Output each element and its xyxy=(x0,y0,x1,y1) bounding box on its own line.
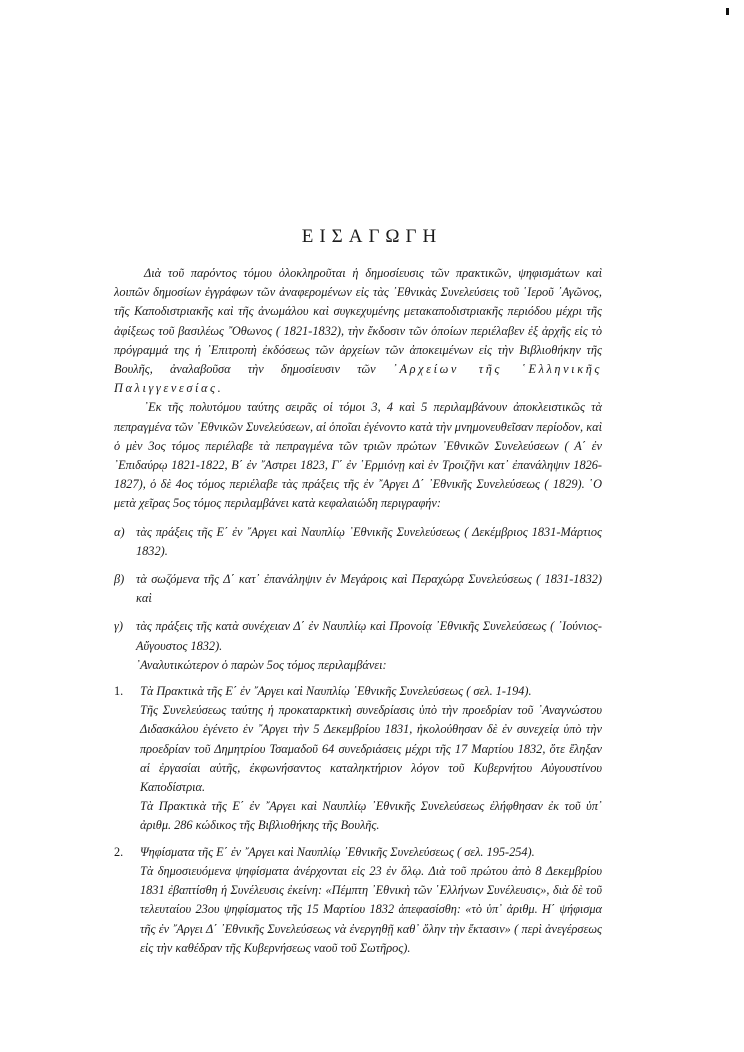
scan-mark xyxy=(726,8,729,15)
page-title: ΕΙΣΑΓΩΓΗ xyxy=(301,226,443,247)
numbered-body: Τῆς Συνελεύσεως ταύτης ἡ προκαταρκτικὴ συνεδρίασις ὑπὸ τὴν προεδρίαν τοῦ ᾿Αναγνώστου Διδασκάλου ἐγένετο ἐν ῎Αργει τὴν 5 Δεκεμβρίου 1831, ἠκολούθησαν δὲ ἐν συνεχείᾳ ὑπὸ τὴν προεδρίαν τοῦ Δημητρίου Τσαμαδοῦ 64 συνεδριάσεις μέχρι τῆς 17 Μαρτίου 1832, ὅτε ἔληξαν αἱ ἐργασίαι αὐτῆς, ἐκφωνήσαντος καταληκτήριον λόγον τοῦ Κυβερνήτου Αὐγουστίνου Καποδίστρια. xyxy=(140,703,602,795)
intro-paragraph-1 xyxy=(114,264,602,398)
numbered-heading: Τὰ Πρακτικὰ τῆς Ε΄ ἐν ῎Αργει καὶ Ναυπλίῳ ᾿Εθνικῆς Συνελεύσεως ( σελ. 1-194). xyxy=(140,684,532,699)
list-text: τὰς πράξεις τῆς Ε΄ ἐν ῎Αργει καὶ Ναυπλίῳ ᾿Εθνικῆς Συνελεύσεως ( Δεκέμβριος 1831-Μάρτιος 1832). xyxy=(136,524,602,558)
list-item-beta xyxy=(114,570,602,608)
numbered-body: Τὰ δημοσιευόμενα ψηφίσματα ἀνέρχονται εἰς 23 ἐν ὅλῳ. Διὰ τοῦ πρώτου ἀπὸ 8 Δεκεμβρίου 1831 ἐβαπτίσθη ἡ Συνέλευσις ἐκείνη: «Πέμπτη ᾿Εθνικὴ τῶν ῾Ελλήνων Συνέλευσις», διὰ δὲ τοῦ τελευταίου 23ου ψηφίσματος τῆς 15 Μαρτίου 1832 ἀπεφασίσθη: «τὸ ὑπ᾿ ἀριθμ. Η΄ ψήφισμα τῆς ἐν ῎Αργει Δ΄ ᾿Εθνικῆς Συνελεύσεως νὰ ἐνεργηθῇ καθ᾿ ὅλην τὴν ἔκτασιν» ( περὶ ἀνεγέρσεως εἰς τὴν καθέδραν τῆς Κυβερνήσεως ναοῦ τοῦ Σωτῆρος). xyxy=(140,863,602,955)
list-text: τὰς πράξεις τῆς κατὰ συνέχειαν Δ΄ ἐν Ναυπλίῳ καὶ Προνοίᾳ ᾿Εθνικῆς Συνελεύσεως ( ᾿Ιούνιος-Αὔγουστος 1832). xyxy=(136,619,602,653)
numbered-note: Τὰ Πρακτικὰ τῆς Ε΄ ἐν ῎Αργει καὶ Ναυπλίῳ ᾿Εθνικῆς Συνελεύσεως ἐλήφθησαν ἐκ τοῦ ὑπ᾿ ἀριθμ. 286 κώδικος τῆς Βιβλιοθήκης τῆς Βουλῆς. xyxy=(140,799,602,833)
list-text: τὰ σωζόμενα τῆς Δ΄ κατ᾿ ἐπανάληψιν ἐν Μεγάροις καὶ Περαχώρᾳ Συνελεύσεως ( 1831-1832) καὶ xyxy=(136,572,602,606)
analytic-intro: ᾿Αναλυτικώτερον ὁ παρὼν 5ος τόμος περιλαμβάνει: xyxy=(136,657,387,672)
archives-title: ᾿Αρχείων τῆς ῾Ελληνικῆς Παλιγγενεσίας. xyxy=(114,362,602,396)
numbered-label: 2. xyxy=(114,844,124,859)
list-item-alpha xyxy=(114,523,602,561)
list-label: β) xyxy=(114,572,125,587)
list-label: γ) xyxy=(114,619,123,634)
numbered-item-2 xyxy=(114,843,602,958)
document-body xyxy=(114,264,602,958)
numbered-item-1 xyxy=(114,682,602,836)
intro-p1-main: Διὰ τοῦ παρόντος τόμου ὁλοκληροῦται ἡ δημοσίευσις τῶν πρακτικῶν, ψηφισμάτων καὶ λοιπῶν δημοσίων ἐγγράφων τῶν ἀναφερομένων εἰς τὰς ᾿Εθνικὰς Συνελεύσεις τοῦ ῾Ιεροῦ ᾿Αγῶνος, τῆς Καποδιστριακῆς καὶ τῆς ἀνωμάλου καὶ συγκεχυμένης μετακαποδιστριακῆς περιόδου μέχρι τῆς ἀφίξεως τοῦ βασιλέως ῎Οθωνος ( 1821-1832), τὴν ἔκδοσιν τῶν ὁποίων περιέλαβεν ἐξ ἀρχῆς εἰς τὸ πρόγραμμά της ἡ ᾿Επιτροπὴ ἐκδόσεως τῶν ἀρχείων τῶν ἀποκειμένων εἰς τὴν Βιβλιοθήκην τῆς Βουλῆς, ἀναλαβοῦσα τὴν δημοσίευσιν τῶν xyxy=(114,266,602,377)
intro-paragraph-2: ᾿Εκ τῆς πολυτόμου ταύτης σειρᾶς οἱ τόμοι 3, 4 καὶ 5 περιλαμβάνουν ἀποκλειστικῶς τὰ πεπραγμένα τῶν ᾿Εθνικῶν Συνελεύσεων, αἱ ὁποῖαι ἐγένοντο κατὰ τὴν μνημονευθεῖσαν περίοδον, καὶ ὁ μὲν 3ος τόμος περιέλαβε τὰ πεπραγμένα τῶν τριῶν πρώτων ᾿Εθνικῶν Συνελεύσεων ( Α΄ ἐν ᾿Επιδαύρῳ 1821-1822, Β΄ ἐν ῎Αστρει 1823, Γ΄ ἐν ῾Ερμιόνῃ καὶ ἐν Τροιζῆνι κατ᾿ ἐπανάληψιν 1826-1827), ὁ δὲ 4ος τόμος περιέλαβε τὰς πράξεις τῆς ἐν ῎Αργει Δ΄ ᾿Εθνικῆς Συνελεύσεως ( 1829). ῾Ο μετὰ χεῖρας 5ος τόμος περιλαμβάνει κατὰ κεφαλαιώδη περιγραφήν: xyxy=(114,400,602,511)
list-item-gamma xyxy=(114,617,602,655)
list-label: α) xyxy=(114,524,125,539)
numbered-label: 1. xyxy=(114,684,124,699)
numbered-heading: Ψηφίσματα τῆς Ε΄ ἐν ῎Αργει καὶ Ναυπλίῳ ᾿Εθνικῆς Συνελεύσεως ( σελ. 195-254). xyxy=(140,844,535,859)
